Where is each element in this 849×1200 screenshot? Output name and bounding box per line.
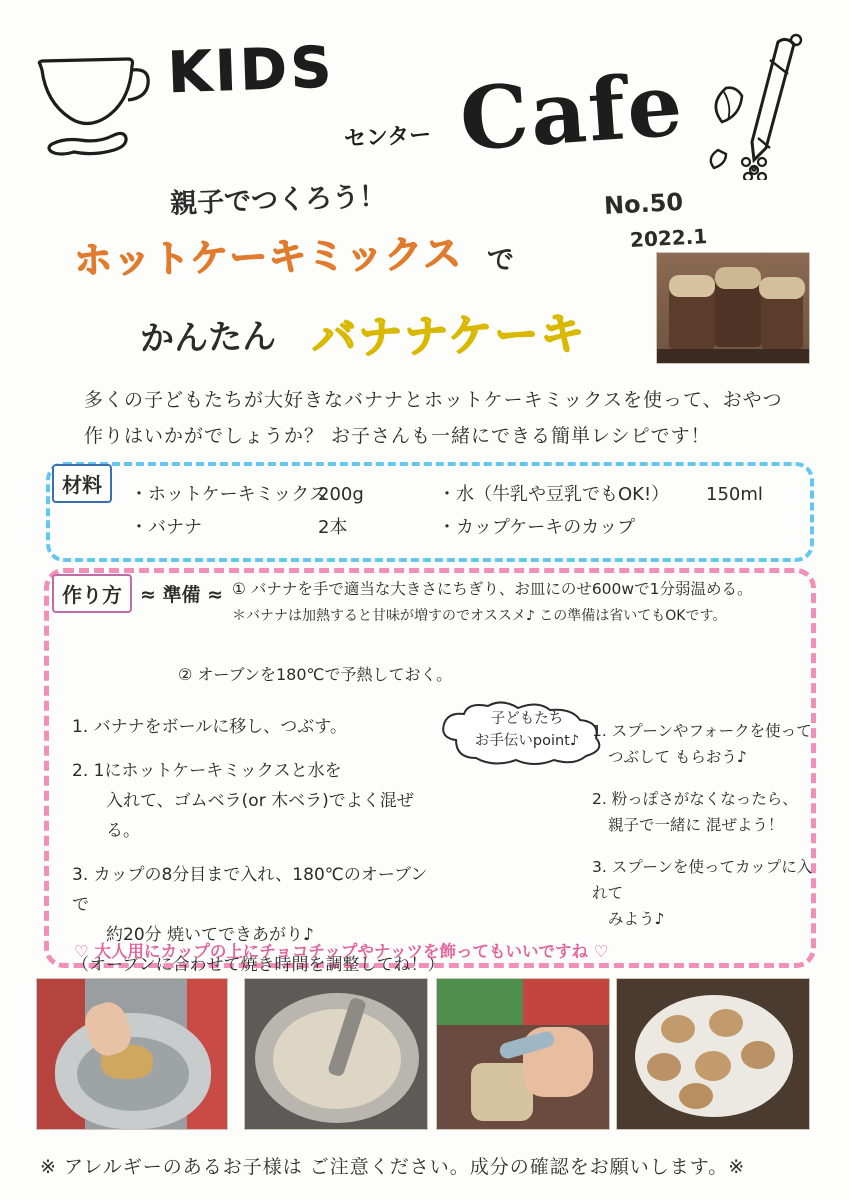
ingredient-name: ・カップケーキのカップ [438, 517, 636, 538]
ingredient-name: ・バナナ [130, 517, 202, 538]
point-text: 粉っぽさがなくなったら、 [611, 790, 798, 808]
prep-step-1 [232, 576, 792, 630]
ingredient-amount: 150ml [706, 484, 763, 505]
prep-step-1-note: ＊バナナは加熱すると甘味が増すのでオススメ♪ この準備は省いてもOKです。 [232, 608, 727, 624]
allergy-footer-note: ※ アレルギーのあるお子様は ご注意ください。成分の確認をお願いします。※ [40, 1156, 746, 1178]
hero-photo-banana-cakes [656, 252, 810, 364]
ingredients-amounts-left [318, 478, 364, 544]
prep-step-1-text: ① バナナを手で適当な大きさにちぎり、お皿にのせ600wで1分弱温める。 [232, 580, 753, 598]
step-text-cont: 約20分 焼いてできあがり♪ [106, 925, 314, 945]
point-text-cont: つぶして もらおう♪ [608, 748, 747, 766]
ingredients-names-left [130, 478, 327, 544]
help-point [592, 786, 822, 838]
step-text: カップの8分目まで入れ、180℃のオーブンで [72, 865, 428, 915]
issue-date: 2022.1 [629, 223, 708, 253]
subtitle-highlight-mix: ホットケーキミックス [73, 231, 463, 283]
lead-paragraph: 多くの子どもたちが大好きなバナナとホットケーキミックスを使って、おやつ作りはいかがでしょうか？ お子さんも一緒にできる簡単レシピです！ [84, 389, 783, 447]
point-number: 3. [592, 858, 607, 876]
help-point [592, 718, 822, 770]
step-number: 3. [72, 865, 89, 885]
subtitle-line1: 親子でつくろう！ [169, 181, 387, 220]
step-number: 2. [72, 761, 89, 781]
point-text: スプーンやフォークを使って [611, 722, 812, 740]
point-number: 1. [592, 722, 607, 740]
point-text-cont: みよう♪ [608, 910, 665, 928]
point-text: スプーンを使ってカップに入れて [592, 858, 813, 902]
subtitle-highlight-banana-cake: バナナケーキ [311, 308, 587, 365]
ingredient-amount: 2本 [318, 517, 348, 538]
cloud-line-1: 子どもたち [490, 711, 564, 727]
step-text: 1にホットケーキミックスと水を [93, 761, 342, 781]
step-photo-mashing-banana [36, 978, 228, 1130]
page-title-center: センター [343, 122, 432, 153]
step-text-cont: 入れて、ゴムベラ(or 木ベラ)でよく混ぜる。 [106, 791, 414, 841]
prep-step-2: ② オーブンを180℃で予熱しておく。 [178, 665, 453, 684]
issue-number: No.50 [603, 187, 684, 221]
method-label: 作り方 [52, 574, 132, 613]
method-step [72, 860, 445, 980]
subtitle-de: で [487, 245, 514, 276]
step-text-note: （オーブンに合わせて焼き時間を調整してね！） [72, 955, 445, 975]
ingredient-name: ・ホットケーキミックス [130, 484, 328, 505]
cloud-line-2: お手伝いpoint♪ [474, 733, 580, 749]
method-step [72, 756, 442, 846]
page-title-kids: KIDS [166, 35, 337, 106]
step-photo-spooning-cups [436, 978, 610, 1130]
point-number: 2. [592, 790, 607, 808]
prep-heading: ≈ 準備 ≈ [140, 584, 224, 606]
step-text: バナナをボールに移し、つぶす。 [93, 717, 347, 737]
step-photo-mixing-batter [244, 978, 428, 1130]
ingredients-label: 材料 [52, 464, 112, 503]
decoration-note: ♡ 大人用にカップの上にチョコチップやナッツを飾ってもいいですね ♡ [74, 942, 609, 961]
step-photo-finished-cakes [616, 978, 810, 1130]
step-number: 1. [72, 717, 89, 737]
cloud-text [452, 708, 602, 752]
ingredients-amounts-right [706, 478, 763, 511]
ingredients-names-right [438, 478, 669, 544]
help-points-list [592, 718, 822, 948]
help-point [592, 854, 822, 932]
subtitle-kantan: かんたん [139, 316, 277, 360]
coffee-cup-icon [28, 40, 158, 170]
point-text-cont: 親子で一緒に 混ぜよう！ [608, 816, 784, 834]
ingredient-name: ・水（牛乳や豆乳でもOK!） [438, 484, 670, 505]
pencil-icon [700, 30, 820, 180]
ingredient-amount: 200g [318, 484, 364, 505]
method-step [72, 712, 442, 742]
page-title-cafe: Cafe [456, 54, 688, 171]
